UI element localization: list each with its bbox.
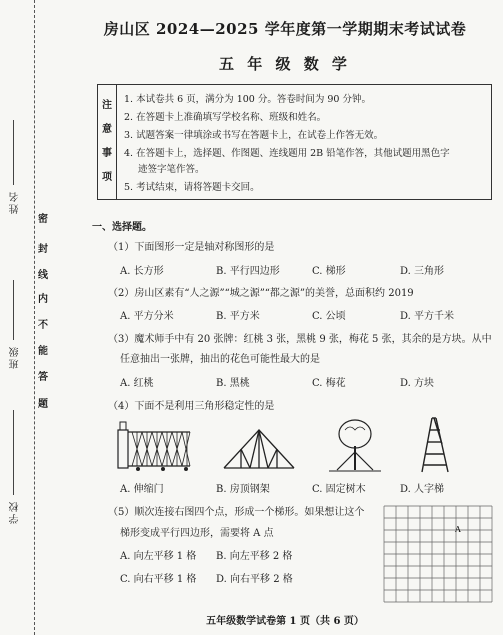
class-underline bbox=[13, 280, 14, 340]
supported-tree-image bbox=[325, 418, 385, 474]
exam-title: 房山区 2024—2025 学年度第一学期期末考试试卷 bbox=[103, 20, 467, 38]
name-underline bbox=[13, 120, 14, 185]
option-b: B. 房顶钢架 bbox=[216, 484, 270, 495]
notice-item: 迹签字笔作答。 bbox=[138, 164, 205, 175]
roof-truss-image bbox=[222, 426, 296, 470]
question-stem: （2）房山区素有“人之源”“城之源”“都之源”的美誉，总面积约 2019 bbox=[108, 288, 414, 299]
question-stem: （5）顺次连接右图四个点，形成一个梯形。如果想让这个 bbox=[108, 507, 365, 518]
seal-char: 能 bbox=[38, 346, 48, 357]
step-ladder-image bbox=[418, 416, 452, 474]
question-stem: （1）下面图形一定是轴对称图形的是 bbox=[108, 242, 275, 253]
option-c: C. 公顷 bbox=[312, 311, 346, 322]
option-d: D. 方块 bbox=[400, 378, 435, 389]
option-d: D. 人字梯 bbox=[400, 484, 445, 495]
seal-char: 内 bbox=[38, 294, 48, 305]
question-stem-line2: 梯形变成平行四边形，需要将 A 点 bbox=[120, 528, 274, 539]
option-b: B. 黑桃 bbox=[216, 378, 250, 389]
option-d: D. 三角形 bbox=[400, 266, 445, 277]
seal-line bbox=[34, 0, 36, 635]
option-c: C. 梅花 bbox=[312, 378, 346, 389]
notice-item: 1. 本试卷共 6 页，满分为 100 分。答卷时间为 90 分钟。 bbox=[124, 94, 371, 105]
notice-item: 4. 在答题卡上，选择题、作图题、连线题用 2B 铅笔作答，其他试题用黑色字 bbox=[124, 148, 450, 159]
option-d: D. 向右平移 2 格 bbox=[216, 574, 293, 585]
coordinate-grid bbox=[384, 506, 494, 604]
option-b: B. 平行四边形 bbox=[216, 266, 280, 277]
option-a: A. 平方分米 bbox=[120, 311, 174, 322]
question-stem: （4）下面不是利用三角形稳定性的是 bbox=[108, 401, 275, 412]
telescopic-gate-image bbox=[118, 420, 192, 472]
notice-heading: 注 意 事 项 bbox=[98, 85, 117, 199]
seal-char: 线 bbox=[38, 270, 48, 281]
option-c: C. 固定树木 bbox=[312, 484, 366, 495]
page-footer: 五年级数学试卷第 1 页（共 6 页） bbox=[206, 616, 364, 627]
option-c: C. 向右平移 1 格 bbox=[120, 574, 197, 585]
seal-char: 封 bbox=[38, 244, 48, 255]
option-a: A. 伸缩门 bbox=[120, 484, 164, 495]
question-stem: （3）魔术师手中有 20 张牌：红桃 3 张，黑桃 9 张，梅花 5 张，其余的是方块。从中 bbox=[108, 334, 492, 345]
notice-item: 5. 考试结束，请将答题卡交回。 bbox=[124, 182, 260, 193]
option-c: C. 梯形 bbox=[312, 266, 346, 277]
notice-box bbox=[97, 84, 492, 200]
name-label: 姓名 bbox=[10, 190, 21, 214]
class-label: 班级 bbox=[10, 345, 21, 369]
question-stem-line2: 任意抽出一张牌，抽出的花色可能性最大的是 bbox=[120, 354, 320, 365]
seal-char: 答 bbox=[38, 372, 48, 383]
option-a: A. 向左平移 1 格 bbox=[120, 551, 197, 562]
seal-char: 密 bbox=[38, 214, 48, 225]
option-b: B. 向左平移 2 格 bbox=[216, 551, 293, 562]
option-a: A. 长方形 bbox=[120, 266, 164, 277]
option-a: A. 红桃 bbox=[120, 378, 154, 389]
exam-subtitle: 五 年 级 数 学 bbox=[219, 55, 351, 73]
notice-item: 2. 在答题卡上准确填写学校名称、班级和姓名。 bbox=[124, 112, 327, 123]
school-underline bbox=[13, 410, 14, 495]
option-d: D. 平方千米 bbox=[400, 311, 455, 322]
section-title: 一、选择题。 bbox=[92, 222, 152, 233]
seal-char: 题 bbox=[38, 399, 48, 410]
school-label: 学校 bbox=[10, 500, 21, 524]
option-b: B. 平方米 bbox=[216, 311, 260, 322]
seal-char: 不 bbox=[38, 320, 48, 331]
notice-item: 3. 试题答案一律填涂或书写在答题卡上，在试卷上作答无效。 bbox=[124, 130, 384, 141]
point-a-label: A bbox=[455, 525, 461, 534]
